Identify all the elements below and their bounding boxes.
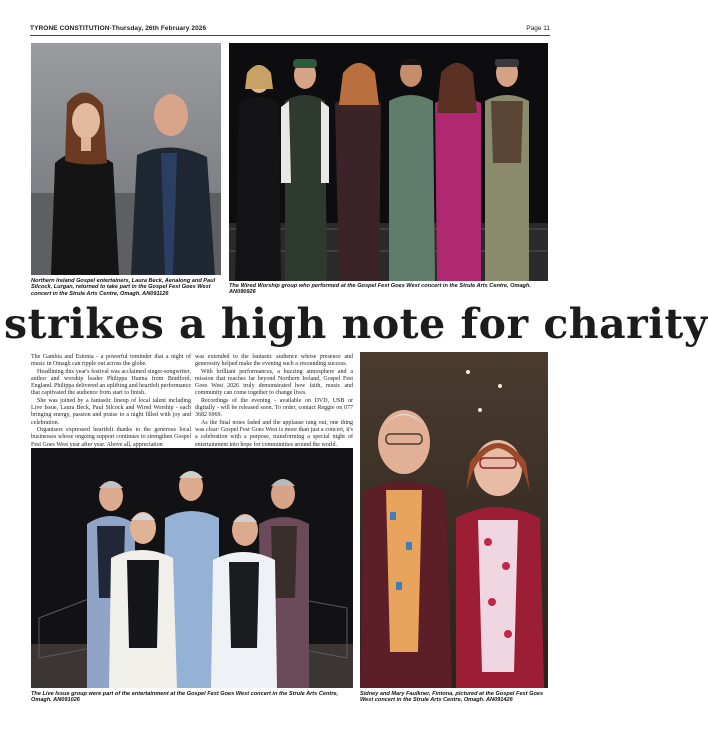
photo-worship-image (229, 43, 548, 281)
col1-paragraph: The Gambia and Estonia - a powerful reminder that a night of music in Omagh can ripple out across the globe. (31, 354, 191, 368)
photo-wired-worship (229, 43, 548, 281)
photo-faulkner-couple (360, 352, 548, 688)
col1-paragraph: Headlining this year's festival was acclaimed singer-songwriter, author and worship leader Philippa Hanna from Bradford, England. Philippa delivered an uplifting and heartfelt performance that captivated the audience from start to finish. (31, 368, 191, 397)
page-number: Page 11 (526, 25, 550, 32)
col1-paragraph: Organisers expressed heartfelt thanks to the generous local businesses whose ongoing support continues to strengthen Gospel Fest Goes West year after year. Above all, appreciation (31, 426, 191, 448)
caption-photo-3: The Live Issue group were part of the entertainment at the Gospel Fest Goes West concert in the Strule Arts Centre, Omagh. AN091026 (31, 691, 339, 704)
publication-date: TYRONE CONSTITUTION-Thursday, 26th February 2026 (30, 25, 207, 32)
col2-paragraph: With brilliant performances, a buzzing atmosphere and a mission that reaches far beyond Northern Ireland, Gospel Fest Goes West 2026 truly demonstrated how faith, music and community can come together to change lives. (195, 368, 353, 397)
headline-text: strikes a high note for charity (4, 300, 708, 348)
caption-photo-4: Sidney and Mary Faulkner, Fintona, pictured at the Gospel Fest Goes West concert in the Strule Arts Centre, Omagh. AN091426 (360, 691, 544, 704)
caption-photo-2: The Wired Worship group who performed at the Gospel Fest Goes West concert in the Strule Arts Centre, Omagh. AN090926 (229, 283, 531, 296)
col2-paragraph: was extended to the fantastic audience whose presence and generosity helped make the evening such a resounding success. (195, 354, 353, 368)
article-headline (0, 296, 708, 352)
col2-paragraph: As the final notes faded and the applause rang out, one thing was clear: Gospel Fest Goes West is more than just a concert, it's a celebration with a purpose, transforming a special night of entertainment into hope for communities around the world. (195, 419, 353, 448)
article-column-2 (195, 354, 353, 449)
col2-paragraph: Recordings of the evening - available on DVD, USB or digitally - will be released soon. To order, contact Reggie on 077 3682 6969. (195, 397, 353, 419)
photo-entertainers-image (31, 43, 221, 275)
photo-gospel-entertainers (31, 43, 221, 275)
photo-live-issue (31, 448, 353, 688)
caption-photo-1: Northern Ireland Gospel entertainers, Laura Beck, Aenalong and Paul Silcock, Lurgan, returned to take part in the Gospel Fest Goes West concert in the Strule Arts Centre, Omagh. AN091126 (31, 278, 216, 297)
article-column-1 (31, 354, 191, 449)
col1-paragraph: She was joined by a fantastic lineup of local talent including Live Issue, Laura Beck, Paul Silcock and Wired Worship - each bringing energy, passion and praise to a night filled with joy and celebration. (31, 397, 191, 426)
page-masthead (30, 24, 550, 36)
photo-couple-image (360, 352, 548, 688)
photo-live-issue-image (31, 448, 353, 688)
